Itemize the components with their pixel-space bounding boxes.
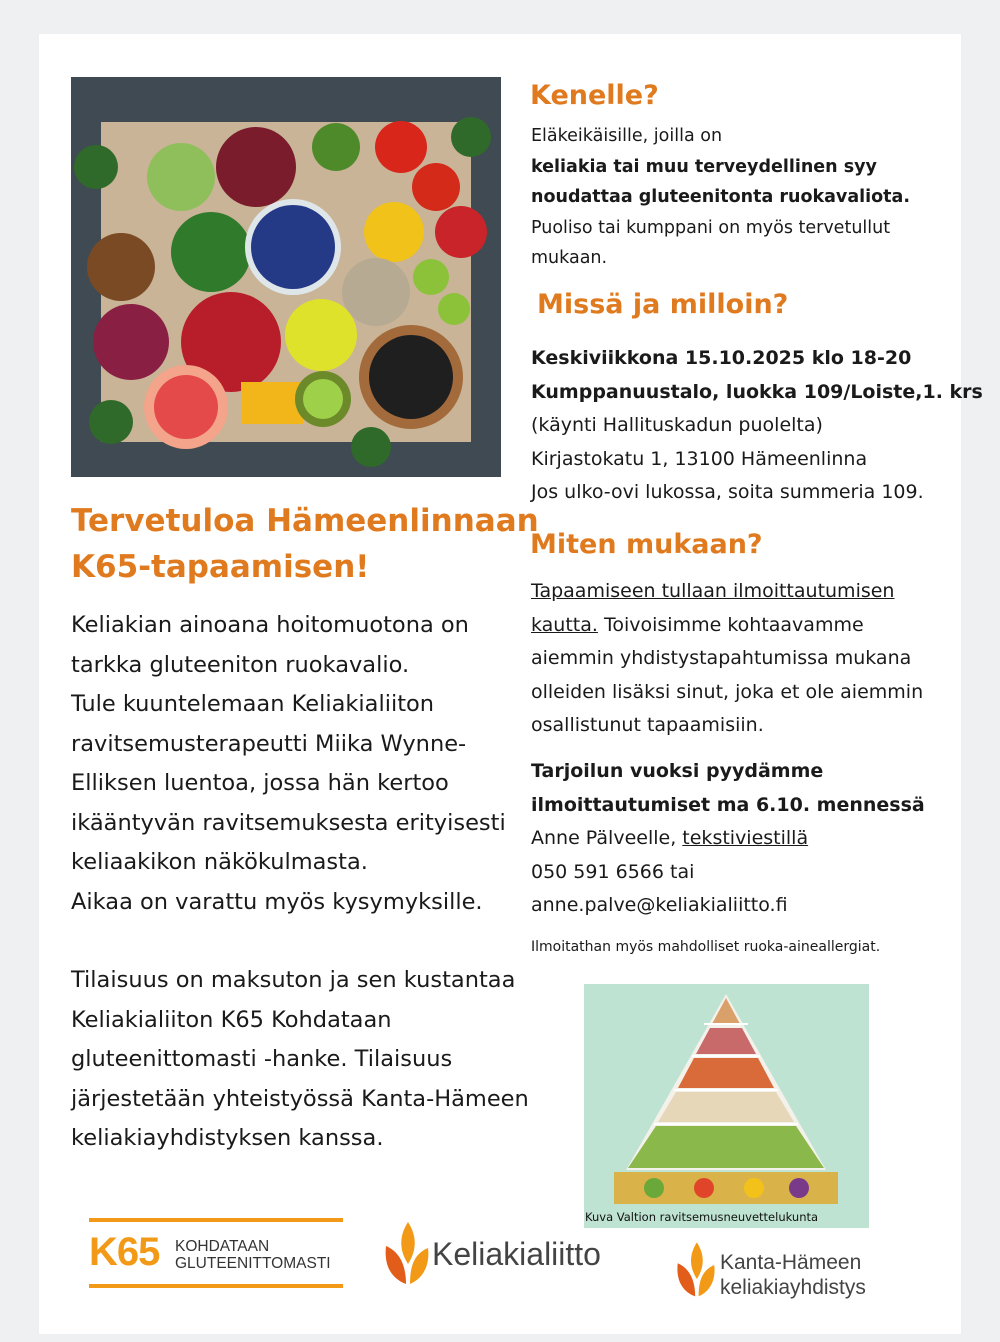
keliakialiitto-logo <box>384 1218 634 1290</box>
kenelle-heading: Kenelle? <box>530 80 659 111</box>
k65-logo-line: GLUTEENITTOMASTI <box>175 1255 331 1272</box>
contact-phone: 050 591 6566 tai <box>531 860 695 883</box>
tarjoilu-line: Tarjoilun vuoksi pyydämme <box>531 760 824 782</box>
welcome-line: ikääntyvän ravitsemuksesta erityisesti <box>71 809 506 836</box>
kenelle-line: keliakia tai muu terveydellinen syy <box>531 156 877 177</box>
miten-line: osallistunut tapaamisiin. <box>531 714 764 736</box>
funding-line: Keliakialiiton K65 Kohdataan <box>71 1006 392 1033</box>
welcome-line: Aikaa on varattu myös kysymyksille. <box>71 888 483 915</box>
missa-line: (käynti Hallituskadun puolelta) <box>531 414 823 436</box>
k65-logo <box>89 1218 343 1290</box>
kanta-hameen-wordmark <box>720 1250 866 1300</box>
miten-heading: Miten mukaan? <box>530 529 763 560</box>
missa-line: Jos ulko-ovi lukossa, soita summeria 109. <box>531 481 924 503</box>
welcome-text <box>71 606 506 922</box>
kenelle-line: Puoliso tai kumppani on myös tervetullut <box>531 217 891 238</box>
kenelle-line: mukaan. <box>531 248 608 268</box>
missa-line: Keskiviikkona 15.10.2025 klo 18-20 <box>531 347 912 369</box>
missa-heading: Missä ja milloin? <box>537 289 789 320</box>
allergy-note: Ilmoitathan myös mahdolliset ruoka-aineallergiat. <box>531 939 881 955</box>
miten-line: aiemmin yhdistystapahtumissa mukana <box>531 647 912 669</box>
funding-line: Tilaisuus on maksuton ja sen kustantaa <box>71 967 516 993</box>
food-pyramid-image <box>584 984 869 1228</box>
welcome-line: Tule kuuntelemaan Keliakialiiton <box>71 691 435 717</box>
registration-link[interactable]: Tapaamiseen tullaan ilmoittautumisen <box>531 580 895 602</box>
k65-logo-line: KOHDATAAN <box>175 1238 270 1255</box>
kanta-hameen-line: keliakiayhdistys <box>720 1276 866 1299</box>
kenelle-line: noudattaa gluteenitonta ruokavaliota. <box>531 187 910 207</box>
welcome-title-line: K65-tapaamisen! <box>71 549 370 585</box>
funding-line: keliakiayhdistyksen kanssa. <box>71 1125 384 1151</box>
kenelle-text <box>531 121 910 274</box>
miten-text <box>531 575 923 743</box>
contact-email[interactable]: anne.palve@keliakialiitto.fi <box>531 894 788 916</box>
tarjoilu-line: ilmoittautumiset ma 6.10. mennessä <box>531 793 925 816</box>
welcome-line: keliaakikon näkökulmasta. <box>71 849 368 875</box>
keliakialiitto-wordmark: Keliakialiitto <box>432 1236 601 1272</box>
miten-line: Toivoisimme kohtaavamme <box>597 613 864 636</box>
funding-line: järjestetään yhteistyössä Kanta-Hämeen <box>71 1085 529 1112</box>
registration-link-cont[interactable]: kautta. <box>531 613 598 636</box>
pyramid-caption: Kuva Valtion ravitsemusneuvettelukunta <box>585 1210 819 1224</box>
missa-line: Kirjastokatu 1, 13100 Hämeenlinna <box>531 447 868 470</box>
tarjoilu-text <box>531 755 925 923</box>
miten-line: olleiden lisäksi sinut, joka et ole aiemmin <box>531 680 924 703</box>
missa-text <box>531 342 983 510</box>
kanta-hameen-leaf-icon <box>676 1240 716 1304</box>
funding-line: gluteenittomasti -hanke. Tilaisuus <box>71 1046 453 1072</box>
flyer-page <box>39 34 983 1334</box>
welcome-line: Elliksen luentoa, jossa hän kertoo <box>71 770 449 796</box>
welcome-line: tarkka gluteeniton ruokavalio. <box>71 651 410 678</box>
welcome-title-line: Tervetuloa Hämeenlinnaan <box>71 503 539 539</box>
kanta-hameen-line: Kanta-Hämeen <box>720 1251 862 1274</box>
missa-line: Kumppanuustalo, luokka 109/Loiste,1. krs <box>531 380 983 403</box>
welcome-line: ravitsemusterapeutti Miika Wynne- <box>71 730 467 757</box>
welcome-title <box>71 498 539 590</box>
fruits-vegetables-photo <box>71 77 501 477</box>
sms-link[interactable]: tekstiviestillä <box>682 827 809 849</box>
k65-mark: K65 <box>89 1230 160 1274</box>
kanta-hameen-logo <box>676 1240 926 1310</box>
k65-logo-text <box>175 1238 331 1272</box>
contact-name: Anne Pälveelle, <box>531 827 677 849</box>
kenelle-line: Eläkeikäisille, joilla on <box>531 126 723 146</box>
keliakialiitto-leaf-icon <box>384 1220 430 1292</box>
funding-text <box>71 961 529 1159</box>
welcome-line: Keliakian ainoana hoitomuotona on <box>71 612 469 638</box>
